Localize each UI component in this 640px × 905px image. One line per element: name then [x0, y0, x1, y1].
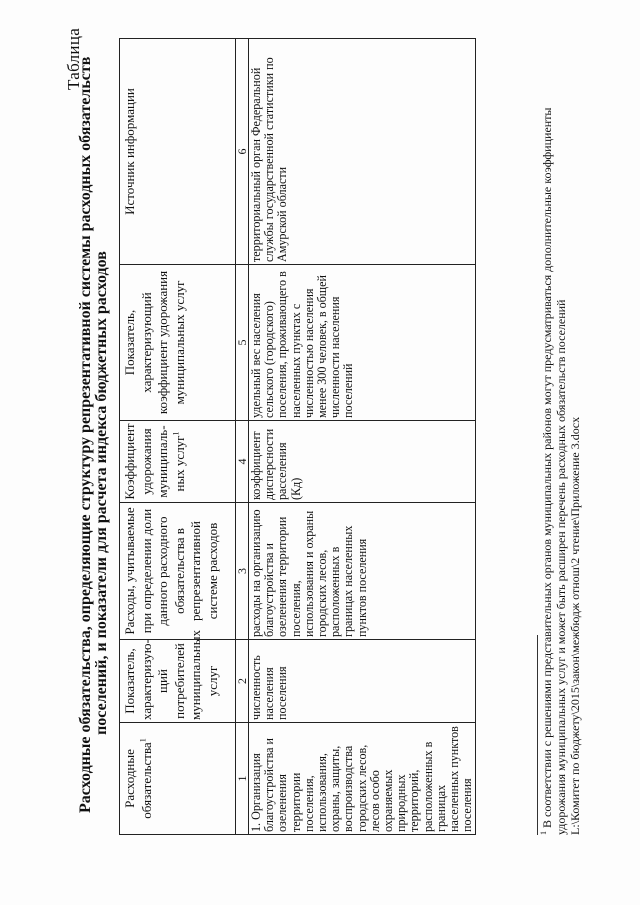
footnote-line-1: $^1$ В соответствии с решениями представительных органов муниципальных районов могут предусматриваться дополнительные коэффициенты: [539, 107, 554, 835]
obligations-table: [119, 38, 476, 835]
title-line-2: поселений, и показатели для расчета индекса бюджетных расходов: [92, 251, 110, 735]
header-cell: Источник информации: [120, 39, 236, 265]
header-cell: Показатель, характеризую-щий потребителей муниципальных услуг: [120, 640, 236, 723]
header-cell: Расходные обязательства$^1$: [120, 723, 236, 835]
table-cell: коэффициент дисперсности расселения (Кд): [249, 421, 476, 503]
footnote-ref: 1: [138, 738, 148, 743]
table-label: Таблица: [64, 27, 83, 90]
column-number: 2: [236, 640, 249, 723]
table-cell: численность населения поселения: [249, 640, 476, 723]
table-cell: расходы на организацию благоустройства и озеленения территории поселения, использования и охраны городских лесов, расположенных в границах населенных пунктов поселения: [249, 503, 476, 640]
column-number: 6: [236, 39, 249, 265]
column-number-row: [236, 39, 249, 835]
footnote-mark: 1: [539, 831, 548, 835]
column-number: 3: [236, 503, 249, 640]
header-cell: Показатель, характеризующий коэффициент удорожания муниципальных услуг: [120, 265, 236, 421]
header-cell: Расходы, учитываемые при определении доли данного расходного обязательства в репрезентативной системе расходов: [120, 503, 236, 640]
table-cell: территориальный орган Федеральной службы государственной статистики по Амурской области: [249, 39, 476, 265]
table-cell: 1. Организация благоустройства и озеленения территории поселения, использования, охраны, защиты, воспроизводства городских лесов, лесов особо охраняемых природных территорий, расположенных в границах населенных пунктов поселения: [249, 723, 476, 835]
footnote-ref: 1: [171, 431, 181, 436]
table-cell: удельный вес населения сельского (городского) поселения, проживающего в населенных пунктах с численностью населения менее 300 человек, в общей численности населения поселений: [249, 265, 476, 421]
table-header-row: [120, 39, 236, 835]
table-row: [249, 39, 476, 835]
title-line-1: Расходные обязательства, определяющие структуру репрезентативной системы расходных обязательств: [77, 56, 94, 813]
document-title: [77, 56, 110, 813]
column-number: 5: [236, 265, 249, 421]
footnote-separator: [537, 635, 538, 835]
file-path: L:\Комитет по бюджету\2015\закон\межбюдж отнош\2 чтение\Приложение 3.docx: [568, 416, 582, 835]
column-number: 4: [236, 421, 249, 503]
footnote: [540, 35, 582, 835]
footnote-line-2: удорожания муниципальных услуг и может быть расширен перечень расходных обязательств поселений: [554, 299, 568, 835]
column-number: 1: [236, 723, 249, 835]
header-cell: Коэффициент удорожания муниципаль-ных услуг$^1$: [120, 421, 236, 503]
